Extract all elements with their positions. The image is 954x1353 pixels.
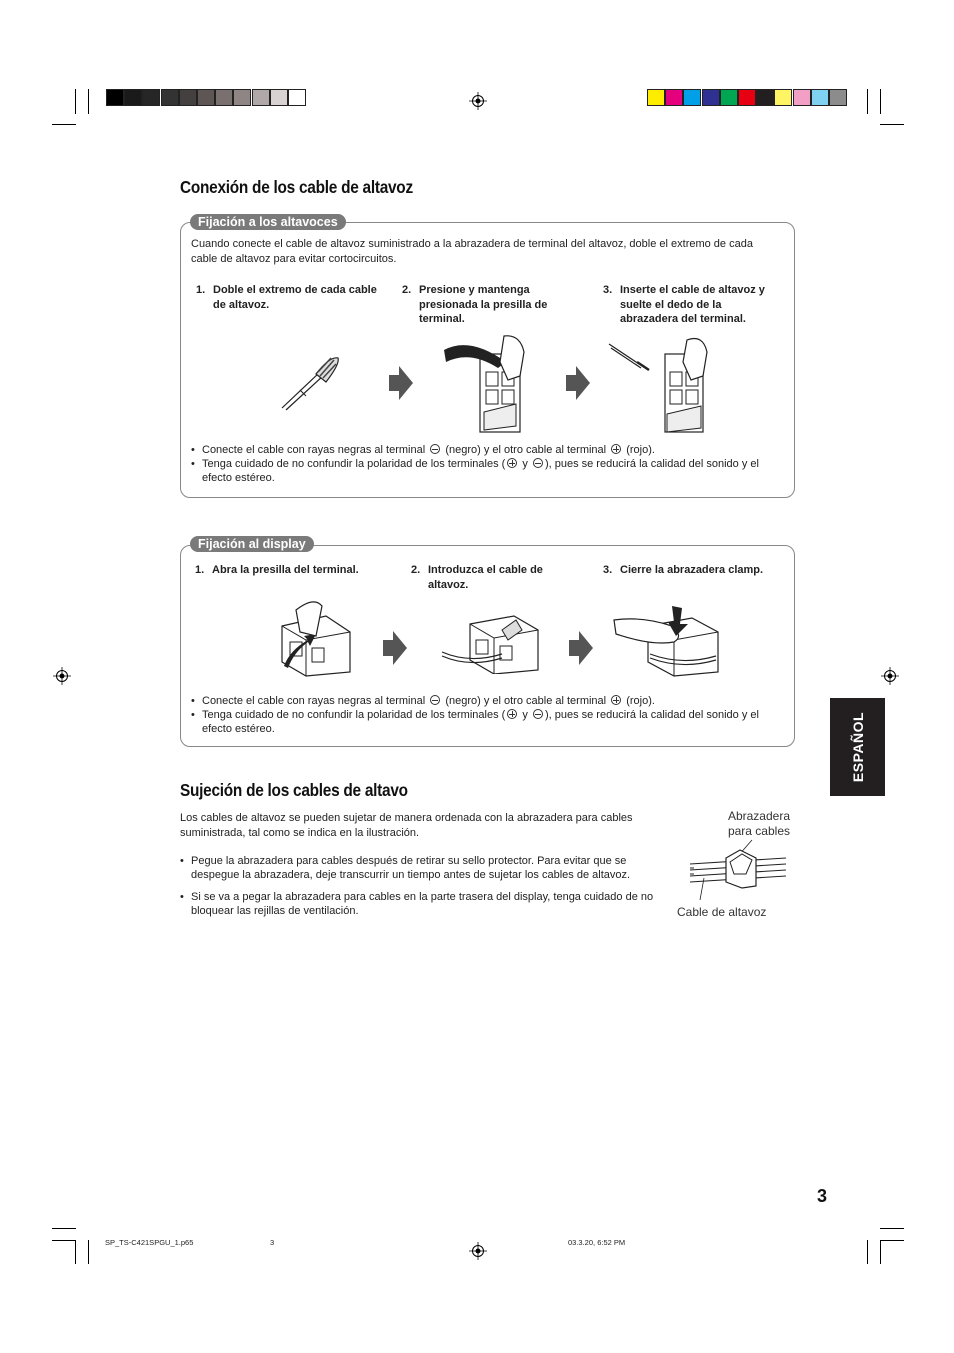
registration-mark-icon [53,667,71,685]
grayscale-swatch [215,89,233,106]
cable-bullet-2: • Si se va a pegar la abrazadera para cables en la parte trasera del display, tenga cuidado de no bloquear las rejillas de ventilación. [180,891,654,917]
color-swatch [793,89,811,106]
display-bullet-polarity-colors: • Conecte el cable con rayas negras al terminal (negro) y el otro cable al terminal (rojo). [191,695,655,707]
grayscale-swatch [106,89,124,106]
grayscale-swatch [142,89,160,106]
footer-filename: SP_TS-C421SPGU_1.p65 [105,1238,194,1247]
display-step-2: 2. Introduzca el cable de altavoz. [411,564,543,591]
close-clamp-illustration [612,606,722,678]
step-1: 1. Doble el extremo de cada cable de altavoz. [196,284,377,311]
color-swatch [683,89,701,106]
minus-terminal-icon [533,458,543,468]
cable-clamp-illustration [686,838,790,904]
section-title-cable-fastening: Sujeción de los cables de altavo [180,780,408,800]
cable-bullet-1: • Pegue la abrazadera para cables después de retirar su sello protector. Para evitar que se despegue la abrazadera, deje transcurrir un tiempo antes de sujetar los cables de altavoz. [180,855,631,881]
grayscale-swatch [197,89,215,106]
color-swatch [647,89,665,106]
grayscale-swatch [252,89,270,106]
step-3: 3. Inserte el cable de altavoz y suelte el dedo de la abrazadera del terminal. [603,284,765,325]
grayscale-swatch [124,89,142,106]
color-swatch [756,89,774,106]
display-step-3: 3. Cierre la abrazadera clamp. [603,564,764,576]
language-tab: ESPAÑOL [830,698,885,796]
minus-terminal-icon [430,695,440,705]
grayscale-swatch [270,89,288,106]
grayscale-swatch [161,89,179,106]
color-swatch [829,89,847,106]
plus-terminal-icon [507,709,517,719]
step-2: 2. Presione y mantenga presionada la presilla de terminal. [402,284,548,325]
arrow-right-icon [389,366,413,400]
label-speaker-cable: Cable de altavoz [677,905,767,919]
registration-mark-icon [881,667,899,685]
section-title-connection: Conexión de los cable de altavoz [180,177,413,197]
label-clamp: Abrazadera para cables [727,809,790,838]
intro-text: Cuando conecte el cable de altavoz suministrado a la abrazadera de terminal del altavoz, doble el extremo de cada cable de altavoz para evitar cortocircuitos. [191,238,753,265]
plus-terminal-icon [611,695,621,705]
subsection-pill-speakers: Fijación a los altavoces [190,214,346,230]
page-number: 3 [817,1186,828,1206]
open-clip-illustration [276,596,354,678]
color-swatch [720,89,738,106]
color-swatch [738,89,756,106]
subsection-pill-display: Fijación al display [190,536,314,552]
minus-terminal-icon [430,444,440,454]
minus-terminal-icon [533,709,543,719]
bent-wire-illustration [280,352,344,412]
registration-mark-icon [469,1242,487,1260]
display-step-1: 1. Abra la presilla del terminal. [195,564,359,576]
insert-wire-illustration [607,334,717,434]
plus-terminal-icon [507,458,517,468]
footer-page: 3 [270,1238,275,1247]
color-swatch [702,89,720,106]
display-bullet-polarity-warning: • Tenga cuidado de no confundir la polaridad de los terminales ( y ), pues se reducirá la calidad del sonido y el efecto estéreo. [191,709,759,735]
grayscale-swatch [288,89,306,106]
arrow-right-icon [383,631,407,665]
cable-fastening-intro: Los cables de altavoz se pueden sujetar de manera ordenada con la abrazadera para cables suministrada, tal como se indica en la ilustración. [180,812,633,839]
plus-terminal-icon [611,444,621,454]
arrow-right-icon [566,366,590,400]
color-swatch [774,89,792,106]
insert-wire-display-illustration [440,610,542,674]
footer-timestamp: 03.3.20, 6:52 PM [568,1238,626,1247]
terminal-press-illustration [440,332,536,434]
registration-mark-icon [469,92,487,110]
color-swatch [665,89,683,106]
arrow-right-icon [569,631,593,665]
bullet-polarity-warning: • Tenga cuidado de no confundir la polaridad de los terminales ( y ), pues se reducirá la calidad del sonido y el efecto estéreo. [191,458,759,484]
bullet-polarity-colors: • Conecte el cable con rayas negras al terminal (negro) y el otro cable al terminal (rojo). [191,444,655,456]
color-swatch [811,89,829,106]
grayscale-swatch [179,89,197,106]
grayscale-swatch [233,89,251,106]
